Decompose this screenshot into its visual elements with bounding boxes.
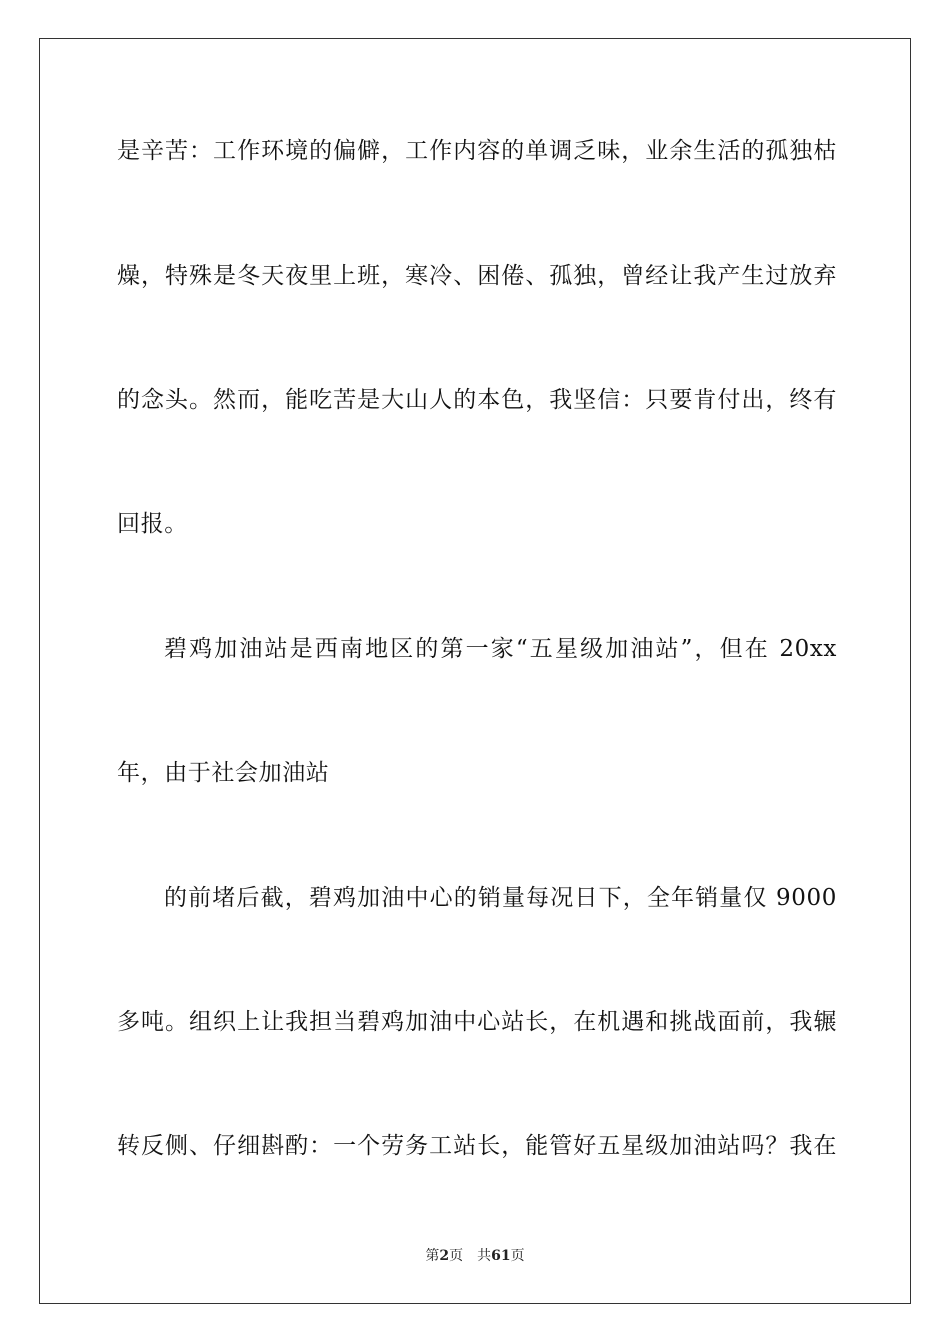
- page-border: [39, 38, 911, 1304]
- text-line-4: 回报。: [117, 511, 188, 537]
- footer-total-number: 61: [491, 1248, 511, 1264]
- text-line-2: 燥，特殊是冬天夜里上班，寒冷、困倦、孤独，曾经让我产生过放弃: [117, 263, 837, 289]
- text-line-1: 是辛苦：工作环境的偏僻，工作内容的单调乏味，业余生活的孤独枯: [117, 138, 837, 164]
- text-line-6: 年，由于社会加油站: [117, 760, 330, 786]
- footer-page-prefix: 第: [425, 1248, 440, 1264]
- text-line-5: 碧鸡加油站是西南地区的第一家“五星级加油站”，但在 20xx: [164, 636, 837, 662]
- page-footer: [0, 1246, 950, 1266]
- footer-page-number: 2: [439, 1248, 450, 1264]
- text-line-9: 转反侧、仔细斟酌：一个劳务工站长，能管好五星级加油站吗？我在: [117, 1133, 837, 1159]
- footer-total-prefix: 共: [477, 1248, 492, 1264]
- text-line-3: 的念头。然而，能吃苦是大山人的本色，我坚信：只要肯付出，终有: [117, 387, 837, 413]
- footer-page-suffix: 页: [449, 1248, 464, 1264]
- text-line-7: 的前堵后截，碧鸡加油中心的销量每况日下，全年销量仅 9000: [164, 885, 837, 911]
- text-line-8: 多吨。组织上让我担当碧鸡加油中心站长，在机遇和挑战面前，我辗: [117, 1009, 837, 1035]
- footer-total-suffix: 页: [510, 1248, 525, 1264]
